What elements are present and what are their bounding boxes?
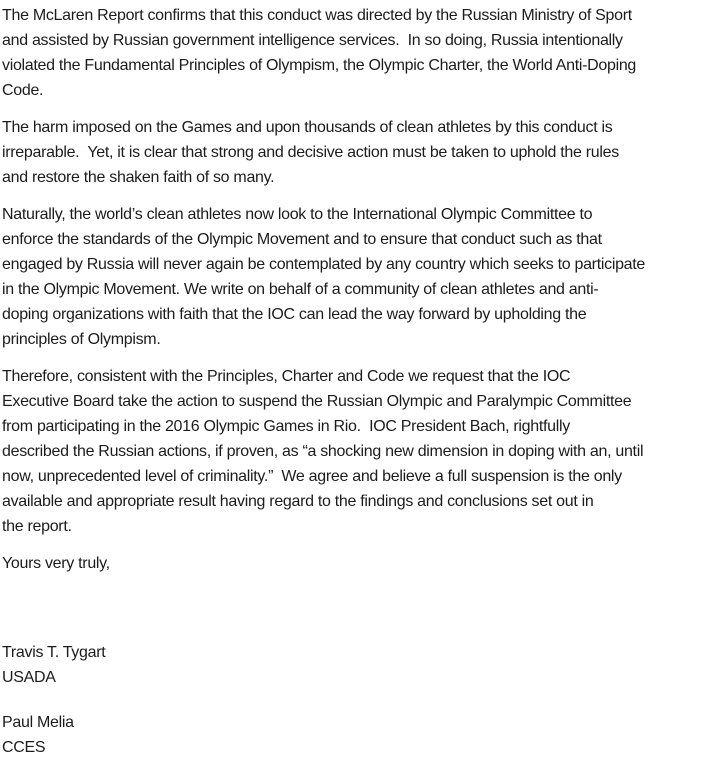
letter-line: in the Olympic Movement. We write on behalf of a community of clean athletes and anti-	[2, 281, 599, 298]
letter-paragraph-1	[2, 3, 727, 103]
closing-line: Yours very truly,	[2, 555, 110, 572]
letter-line: violated the Fundamental Principles of Olympism, the Olympic Charter, the World Anti-Doping	[2, 57, 637, 74]
letter-line: principles of Olympism.	[2, 331, 161, 348]
letter-line: enforce the standards of the Olympic Movement and to ensure that conduct such as that	[2, 231, 602, 248]
letter-line: engaged by Russia will never again be contemplated by any country which seeks to participate	[2, 256, 646, 273]
letter-line: from participating in the 2016 Olympic Games in Rio. IOC President Bach, rightfully	[2, 418, 570, 435]
signature-block-tygart	[2, 640, 727, 690]
letter-line: and assisted by Russian government intelligence services. In so doing, Russia intentionally	[2, 32, 623, 49]
letter-line: Naturally, the world’s clean athletes now look to the International Olympic Committee to	[2, 206, 593, 223]
letter-line: doping organizations with faith that the IOC can lead the way forward by upholding the	[2, 306, 587, 323]
signatory-name: Travis T. Tygart	[2, 644, 106, 661]
signatory-org: CCES	[2, 739, 46, 756]
letter-paragraph-2	[2, 115, 727, 190]
signature-block-melia	[2, 710, 727, 757]
letter-line: described the Russian actions, if proven, as “a shocking new dimension in doping with an, until	[2, 443, 644, 460]
letter-paragraph-4	[2, 364, 727, 539]
letter-paragraph-3	[2, 202, 727, 352]
letter-line: Code.	[2, 82, 44, 99]
letter-line: Executive Board take the action to suspend the Russian Olympic and Paralympic Committee	[2, 393, 632, 410]
letter-line: now, unprecedented level of criminality.” We agree and believe a full suspension is the only	[2, 468, 622, 485]
letter-line: available and appropriate result having regard to the findings and conclusions set out in	[2, 493, 594, 510]
letter-line: irreparable. Yet, it is clear that strong and decisive action must be taken to uphold the rules	[2, 144, 619, 161]
letter-line: the report.	[2, 518, 72, 535]
letter-line: The McLaren Report confirms that this conduct was directed by the Russian Ministry of Sport	[2, 7, 632, 24]
signatory-name: Paul Melia	[2, 714, 74, 731]
letter-line: and restore the shaken faith of so many.	[2, 169, 275, 186]
signatory-org: USADA	[2, 669, 56, 686]
letter-line: Therefore, consistent with the Principles, Charter and Code we request that the IOC	[2, 368, 571, 385]
letter-line: The harm imposed on the Games and upon thousands of clean athletes by this conduct is	[2, 119, 613, 136]
signature-space	[2, 576, 727, 640]
letter-closing	[2, 551, 727, 576]
